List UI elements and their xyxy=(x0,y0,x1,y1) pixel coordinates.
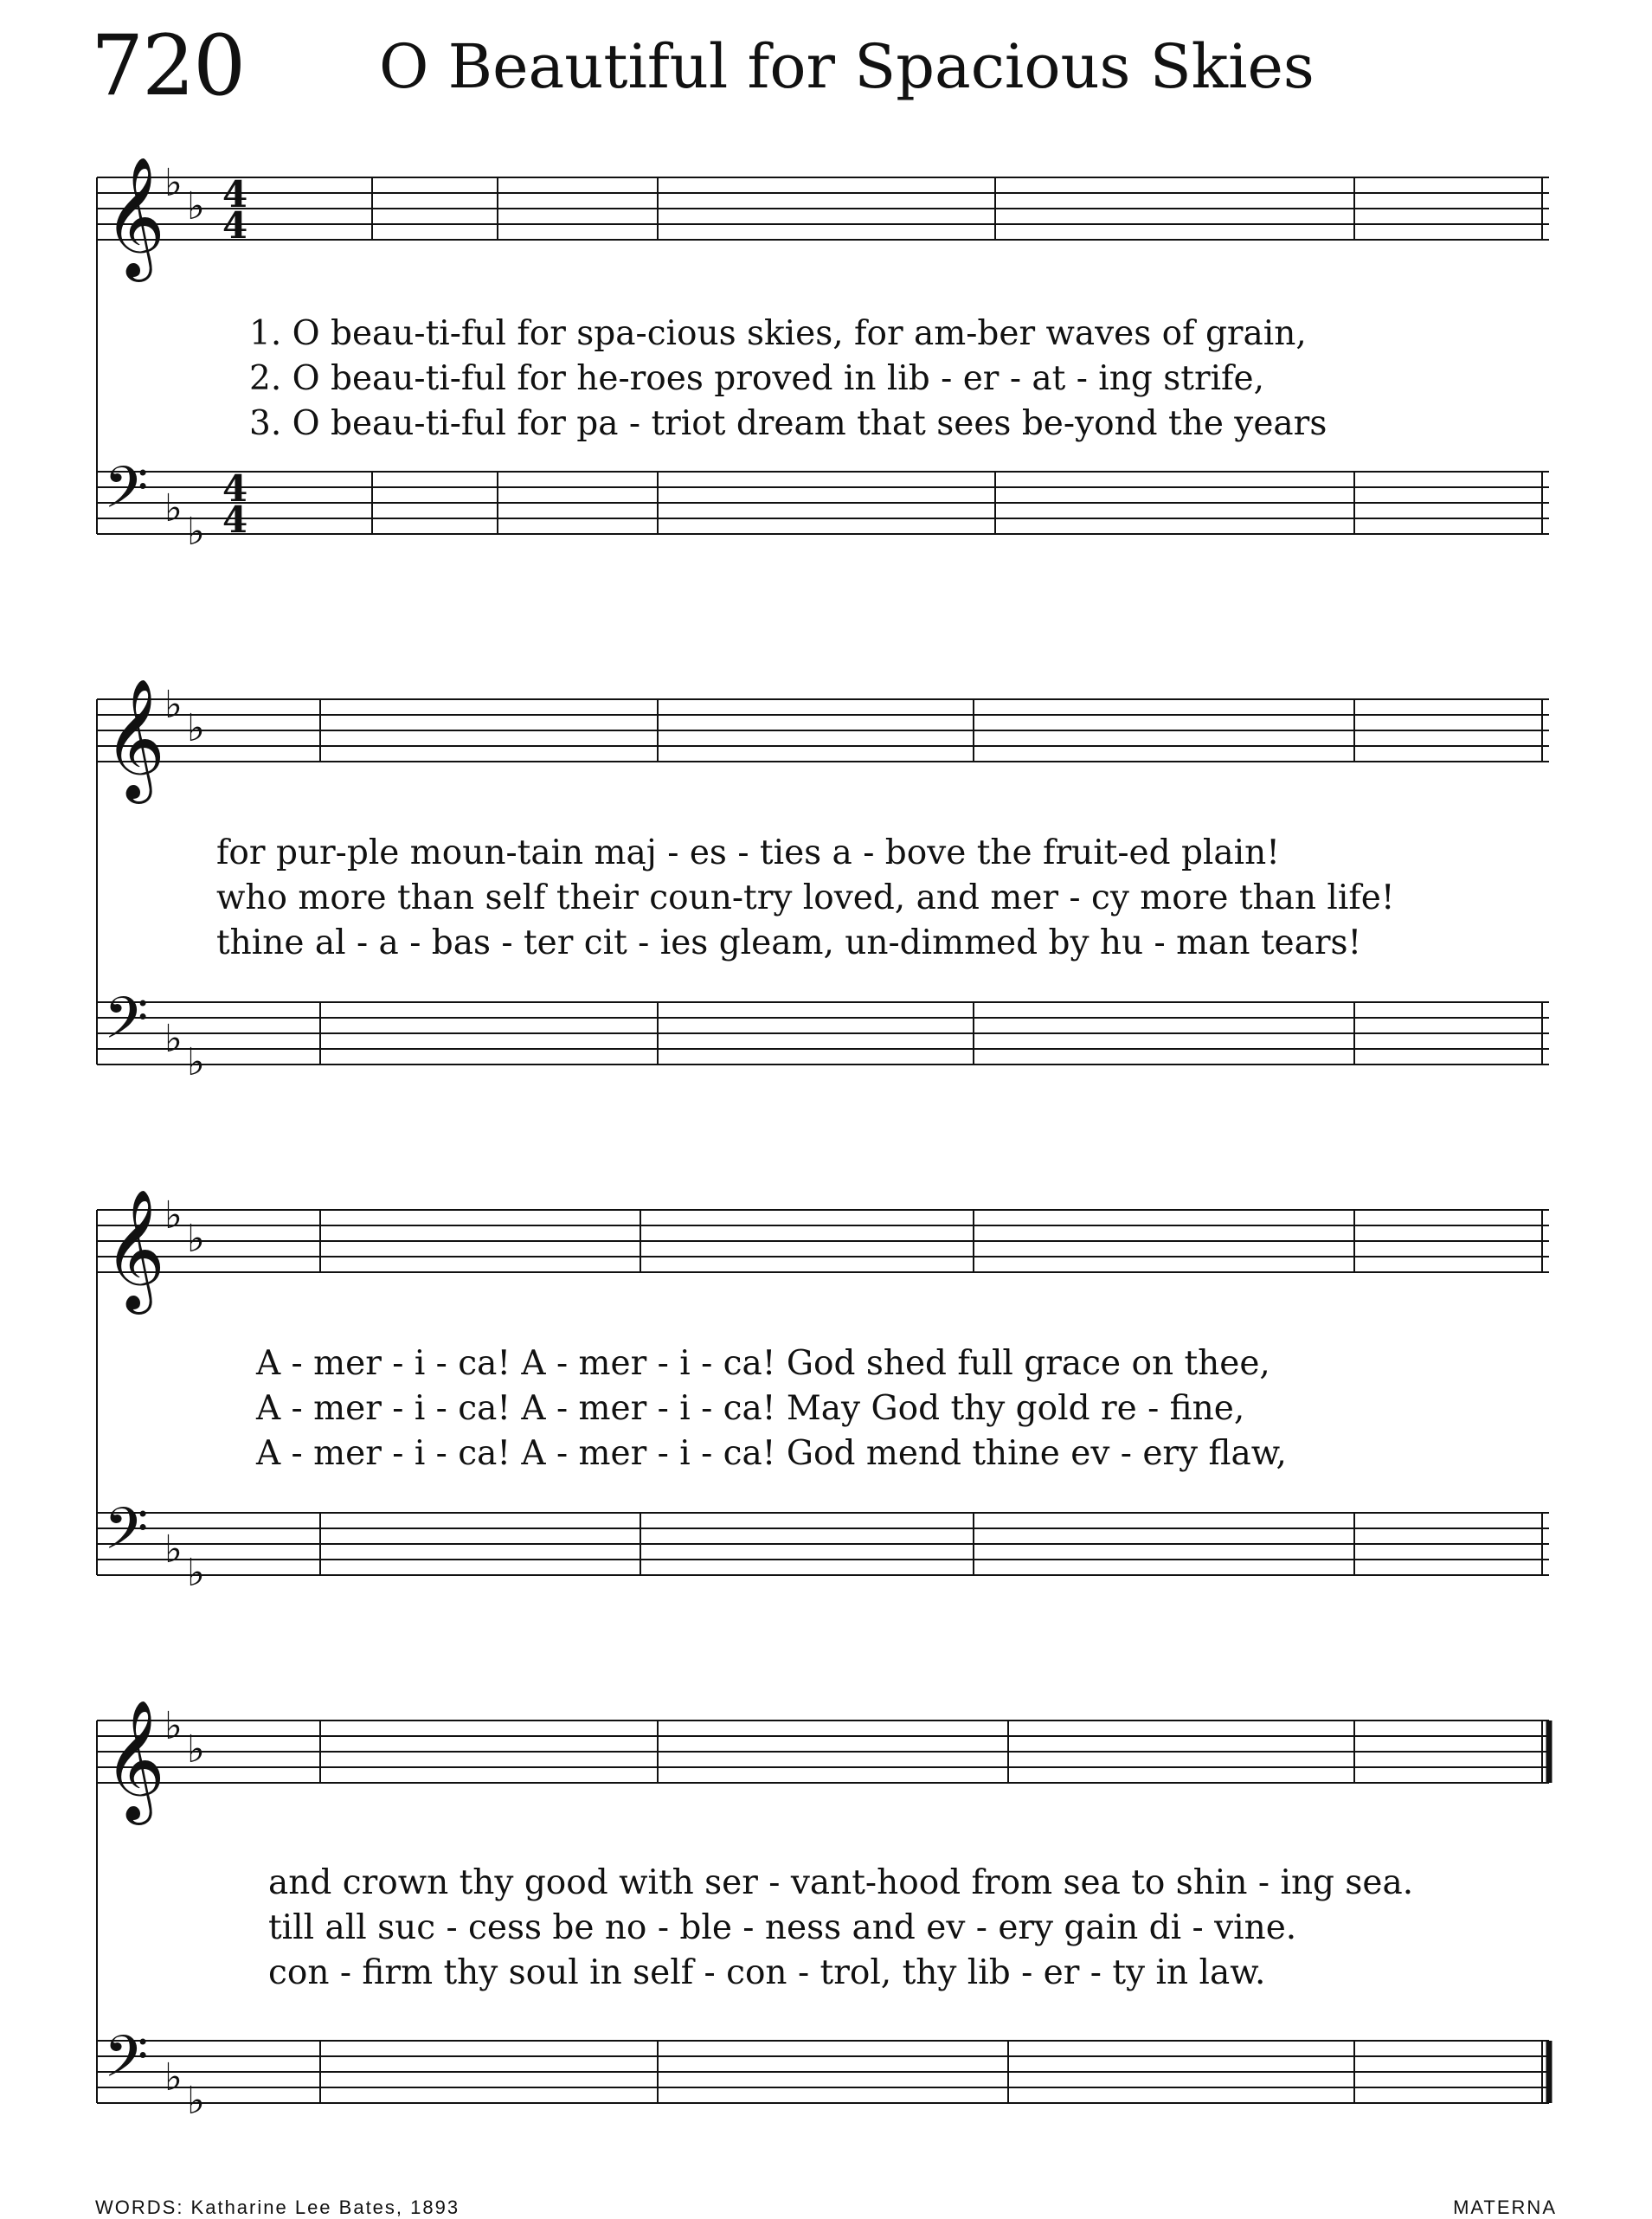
flat-icon: ♭ xyxy=(187,706,205,750)
flat-icon: ♭ xyxy=(187,510,205,554)
footer-credit: WORDS: Katharine Lee Bates, 1893 xyxy=(95,2196,460,2218)
lyric-line: O beau-ti-ful for spa-cious skies, for am-ber waves of grain, xyxy=(292,314,1307,353)
flat-icon: ♭ xyxy=(164,1704,183,1748)
flat-icon: ♭ xyxy=(187,184,205,228)
flat-icon: ♭ xyxy=(187,1217,205,1261)
lyric-line: for pur-ple moun-tain maj - es - ties a - bove the fruit-ed plain! xyxy=(216,833,1280,872)
lyric-line: A - mer - i - ca! A - mer - i - ca! God shed full grace on thee, xyxy=(256,1344,1270,1383)
flat-icon: ♭ xyxy=(187,1040,205,1084)
bass-clef-icon: 𝄢 xyxy=(104,985,149,1065)
hymn-number: 720 xyxy=(91,17,245,114)
verse-number: 2. xyxy=(249,359,282,398)
music-system-1 xyxy=(0,156,1652,614)
flat-icon: ♭ xyxy=(164,486,183,531)
flat-icon: ♭ xyxy=(164,1193,183,1238)
music-system-4 xyxy=(0,1696,1652,2181)
treble-staff xyxy=(97,157,1549,282)
lyric-line: till all suc - cess be no - ble - ness and ev - ery gain di - vine. xyxy=(268,1908,1297,1947)
treble-staff xyxy=(97,1700,1549,1825)
tune-name: MATERNA xyxy=(1453,2196,1557,2218)
flat-icon: ♭ xyxy=(164,683,183,727)
flat-icon: ♭ xyxy=(164,1528,183,1572)
flat-icon: ♭ xyxy=(164,1017,183,1061)
lyric-line: thine al - a - bas - ter cit - ies gleam, un-dimmed by hu - man tears! xyxy=(216,923,1362,962)
treble-clef-icon: 𝄞 xyxy=(104,157,165,277)
hymn-title: O Beautiful for Spacious Skies xyxy=(379,31,1315,102)
flat-icon: ♭ xyxy=(187,1551,205,1595)
flat-icon: ♭ xyxy=(187,2079,205,2123)
lyric-line: who more than self their coun-try loved, and mer - cy more than life! xyxy=(216,878,1395,917)
treble-staff xyxy=(97,1189,1549,1315)
lyric-line: O beau-ti-ful for pa - triot dream that sees be-yond the years xyxy=(292,404,1327,443)
time-signature: 4 xyxy=(222,498,248,541)
lyric-line: and crown thy good with ser - vant-hood from sea to shin - ing sea. xyxy=(268,1863,1414,1902)
treble-clef-icon: 𝄞 xyxy=(104,679,165,799)
bass-clef-icon: 𝄢 xyxy=(104,1495,149,1576)
flat-icon: ♭ xyxy=(164,2055,183,2100)
treble-staff xyxy=(97,679,1549,804)
verse-number: 1. xyxy=(249,314,282,353)
flat-icon: ♭ xyxy=(164,161,183,205)
time-signature: 4 xyxy=(222,467,248,510)
treble-clef-icon: 𝄞 xyxy=(104,1700,165,1820)
treble-clef-icon: 𝄞 xyxy=(104,1189,165,1309)
music-system-2 xyxy=(0,675,1652,1142)
lyric-line: A - mer - i - ca! A - mer - i - ca! May God thy gold re - fine, xyxy=(256,1389,1245,1428)
music-system-3 xyxy=(0,1186,1652,1653)
lyric-line: con - firm thy soul in self - con - trol, thy lib - er - ty in law. xyxy=(268,1953,1266,1992)
bass-clef-icon: 𝄢 xyxy=(104,2023,149,2104)
bass-clef-icon: 𝄢 xyxy=(104,454,149,535)
bass-staff xyxy=(97,1495,1549,1595)
flat-icon: ♭ xyxy=(187,1727,205,1772)
time-signature: 4 xyxy=(222,173,248,215)
lyric-line: A - mer - i - ca! A - mer - i - ca! God mend thine ev - ery flaw, xyxy=(256,1434,1287,1473)
lyric-line: O beau-ti-ful for he-roes proved in lib - er - at - ing strife, xyxy=(292,359,1264,398)
verse-number: 3. xyxy=(249,404,282,443)
time-signature: 4 xyxy=(222,204,248,247)
bass-staff xyxy=(97,454,1549,554)
bass-staff xyxy=(97,2023,1549,2123)
bass-staff xyxy=(97,985,1549,1084)
